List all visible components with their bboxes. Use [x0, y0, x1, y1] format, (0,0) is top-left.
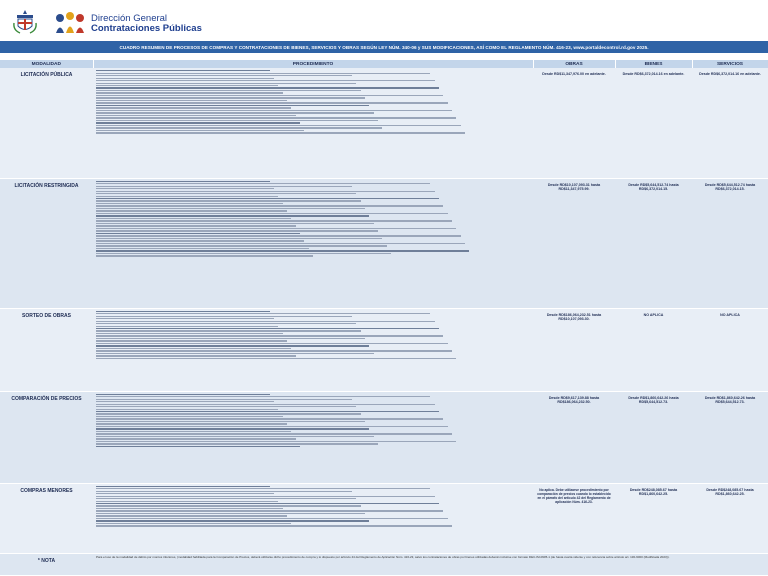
procedure-text-line	[96, 316, 352, 317]
procedure-text-line	[96, 486, 270, 487]
procedure-text-line	[96, 117, 456, 118]
procedure-text-line	[96, 525, 452, 526]
procedure-text-line	[96, 225, 296, 226]
obras-cell: No aplica. Debe utilizarse procedimiento por comparación de precios cuando lo establecido en el párrafo del artículo 42 del Reglamento de aplicación Núm. 416-23.	[533, 483, 615, 553]
bienes-cell: Desde RD$248,085.67 hasta RD$1,860,642.25.	[615, 483, 692, 553]
procedure-text-line	[96, 193, 356, 194]
procedure-text-line	[96, 323, 356, 324]
procedure-text-line	[96, 132, 465, 133]
procedure-text-line	[96, 426, 448, 427]
procedure-text-line	[96, 235, 461, 236]
org-line-1: Dirección General	[91, 13, 168, 24]
column-header-bienes: BIENES	[615, 60, 692, 68]
procedure-text-line	[96, 73, 430, 74]
procedure-text-line	[96, 326, 278, 327]
procedure-text-line	[96, 75, 352, 76]
procedure-text-line	[96, 87, 439, 88]
bienes-cell: Desde RD$1,860,642.26 hasta RD$5,644,512.73.	[615, 391, 692, 483]
servicios-cell: Desde RD$5,644,512.74 hasta RD$6,372,014.15.	[692, 178, 768, 308]
procedure-text-line	[96, 498, 356, 499]
procedure-text-line	[96, 83, 356, 84]
procedure-text-line	[96, 122, 300, 123]
procedure-text-line	[96, 409, 278, 410]
procedure-text-line	[96, 107, 291, 108]
column-header-obras: OBRAS	[533, 60, 615, 68]
obras-cell: Desde RD$11,347,976.00 en adelante.	[533, 68, 615, 178]
procedure-text-line	[96, 112, 374, 113]
procedure-text-line	[96, 321, 435, 322]
coat-of-arms-icon	[12, 9, 38, 35]
procedure-text-line	[96, 318, 274, 319]
organization-name	[91, 14, 202, 34]
procedure-text-line	[96, 105, 369, 106]
obras-cell: Desde RD$186,064,232.51 hasta RD$10,107,093.30.	[533, 308, 615, 391]
procedure-text-line	[96, 203, 283, 204]
procedure-text-line	[96, 78, 274, 79]
org-line-2: Contrataciones Públicas	[91, 23, 202, 34]
procedure-text-line	[96, 418, 443, 419]
procedure-text-line	[96, 233, 300, 234]
procedure-text-line	[96, 501, 278, 502]
procedure-text-line	[96, 110, 452, 111]
procedure-text-line	[96, 248, 309, 249]
procedure-text-line	[96, 399, 352, 400]
table-header-row	[0, 60, 768, 68]
procedure-text-line	[96, 428, 369, 429]
procedure-text-line	[96, 230, 378, 231]
procedure-text-line	[96, 401, 274, 402]
modalidad-cell: COMPRAS MENORES	[0, 483, 93, 553]
procedure-text-line	[96, 313, 430, 314]
servicios-cell: Desde RD$1,860,642.26 hasta RD$5,644,512.73.	[692, 391, 768, 483]
header	[0, 0, 768, 40]
procedure-text-line	[96, 218, 291, 219]
nota-text: Para el uso de la modalidad de débito por montos inferiores, (modalidad habilitada para la Comparación de Precios, deberá utilizarse dicho procedimiento de compra y lo dispuesto por artículo 44 del Reglamento de Aplicación Núm. 416-23, salvo los contrataciones de obras por bienes utilizadas deberán incluirse con formato DEC-IM-0905-1 (de hasta cuarta vidente y con referencia sobre artículo art. 130-9000 (Modificada 2023)).	[93, 553, 768, 575]
procedure-text-line	[96, 438, 296, 439]
procedure-text-line	[96, 491, 352, 492]
bienes-cell: Desde RD$5,644,512.74 hasta RD$6,372,014.15.	[615, 178, 692, 308]
procedure-text-line	[96, 413, 361, 414]
bienes-cell: Desde RD$6,372,014.16 en adelante.	[615, 68, 692, 178]
procedimiento-cell	[93, 178, 533, 308]
procedure-text-line	[96, 421, 365, 422]
procedure-text-line	[96, 115, 296, 116]
procedure-text-line	[96, 127, 382, 128]
procedure-text-line	[96, 198, 439, 199]
modalidad-cell: LICITACIÓN PÚBLICA	[0, 68, 93, 178]
column-header-procedimiento: PROCEDIMIENTO	[93, 60, 533, 68]
obras-cell: Desde RD$9,617,139.88 hasta RD$186,064,232.50.	[533, 391, 615, 483]
procedure-text-line	[96, 353, 374, 354]
procedure-text-line	[96, 338, 365, 339]
procedure-text-line	[96, 488, 430, 489]
dgcp-logo-icon	[52, 11, 90, 35]
modalidad-cell: SORTEO DE OBRAS	[0, 308, 93, 391]
procedimiento-cell	[93, 308, 533, 391]
procedure-text-line	[96, 513, 365, 514]
procedure-text-line	[96, 255, 313, 256]
procedure-text-line	[96, 406, 356, 407]
procedure-text-line	[96, 213, 448, 214]
procedure-text-line	[96, 436, 374, 437]
procedure-text-line	[96, 223, 374, 224]
procedure-text-line	[96, 446, 300, 447]
procedure-text-line	[96, 441, 456, 442]
procedure-text-line	[96, 518, 448, 519]
procedure-text-line	[96, 181, 270, 182]
nota-label: * NOTA	[0, 553, 93, 575]
procedure-text-line	[96, 431, 291, 432]
procedimiento-cell	[93, 483, 533, 553]
procedure-text-line	[96, 95, 443, 96]
procedure-text-line	[96, 205, 443, 206]
procedimiento-cell	[93, 391, 533, 483]
servicios-cell: Desde RD$6,372,014.16 en adelante.	[692, 68, 768, 178]
procedure-text-line	[96, 515, 287, 516]
procedure-text-line	[96, 196, 278, 197]
procedure-text-line	[96, 215, 369, 216]
procedure-text-line	[96, 210, 287, 211]
procedure-text-line	[96, 350, 452, 351]
procedure-text-line	[96, 505, 361, 506]
procedure-text-line	[96, 97, 365, 98]
procedure-text-line	[96, 102, 448, 103]
procedure-text-line	[96, 330, 361, 331]
procedure-text-line	[96, 345, 369, 346]
procedure-text-line	[96, 238, 382, 239]
procedure-text-line	[96, 333, 283, 334]
servicios-cell: NO APLICA	[692, 308, 768, 391]
table-row	[0, 391, 768, 483]
modalidad-cell: COMPARACIÓN DE PRECIOS	[0, 391, 93, 483]
procedure-text-line	[96, 70, 270, 71]
nota-row	[0, 553, 768, 575]
procedure-text-line	[96, 396, 430, 397]
procedure-text-line	[96, 335, 443, 336]
procedure-text-line	[96, 508, 283, 509]
procedure-text-line	[96, 404, 435, 405]
bienes-cell: NO APLICA	[615, 308, 692, 391]
procedure-text-line	[96, 411, 439, 412]
procedure-text-line	[96, 220, 452, 221]
procedure-text-line	[96, 125, 461, 126]
procedure-text-line	[96, 191, 435, 192]
procedure-text-line	[96, 443, 378, 444]
procedure-text-line	[96, 228, 456, 229]
procedure-text-line	[96, 245, 387, 246]
procedure-text-line	[96, 358, 456, 359]
procedure-text-line	[96, 520, 369, 521]
procedure-text-line	[96, 130, 304, 131]
procedure-text-line	[96, 523, 291, 524]
procedure-text-line	[96, 311, 270, 312]
procedure-text-line	[96, 355, 296, 356]
procedimiento-cell	[93, 68, 533, 178]
table-row	[0, 483, 768, 553]
procedure-text-line	[96, 100, 287, 101]
procedure-text-line	[96, 510, 443, 511]
procedure-text-line	[96, 433, 452, 434]
procedure-text-line	[96, 200, 361, 201]
summary-table	[0, 60, 768, 576]
procedure-text-line	[96, 328, 439, 329]
column-header-servicios: SERVICIOS	[692, 60, 768, 68]
procedure-text-line	[96, 186, 352, 187]
modalidad-cell: LICITACIÓN RESTRINGIDA	[0, 178, 93, 308]
table-row	[0, 178, 768, 308]
procedure-text-line	[96, 183, 430, 184]
column-header-modalidad: MODALIDAD	[0, 60, 93, 68]
procedure-text-line	[96, 208, 365, 209]
procedure-text-line	[96, 120, 378, 121]
obras-cell: Desde RD$10,107,093.31 hasta RD$11,347,975.99.	[533, 178, 615, 308]
procedure-text-line	[96, 90, 361, 91]
procedure-text-line	[96, 496, 435, 497]
procedure-text-line	[96, 343, 448, 344]
procedure-text-line	[96, 340, 287, 341]
procedure-text-line	[96, 253, 391, 254]
procedure-text-line	[96, 503, 439, 504]
table-title-banner: CUADRO RESUMEN DE PROCESOS DE COMPRAS Y CONTRATACIONES DE BIENES, SERVICIOS Y OBRAS SEGÚN LEY NÚM. 340-06 y SUS MODIFICACIONES, ASÍ COMO EL REGLAMENTO NÚM. 416-23, www.portaldecontrol.rd.gov 2025.	[0, 41, 768, 53]
procedure-text-line	[96, 250, 469, 251]
procedure-text-line	[96, 188, 274, 189]
table-row	[0, 68, 768, 178]
procedure-text-line	[96, 348, 291, 349]
table-row	[0, 308, 768, 391]
procedure-text-line	[96, 423, 287, 424]
procedure-text-line	[96, 243, 465, 244]
procedure-text-line	[96, 394, 270, 395]
servicios-cell: Desde RD$248,085.67 hasta RD$1,860,642.25.	[692, 483, 768, 553]
procedure-text-line	[96, 240, 304, 241]
procedure-text-line	[96, 416, 283, 417]
procedure-text-line	[96, 493, 274, 494]
procedure-text-line	[96, 92, 283, 93]
procedure-text-line	[96, 80, 435, 81]
procedure-text-line	[96, 85, 278, 86]
